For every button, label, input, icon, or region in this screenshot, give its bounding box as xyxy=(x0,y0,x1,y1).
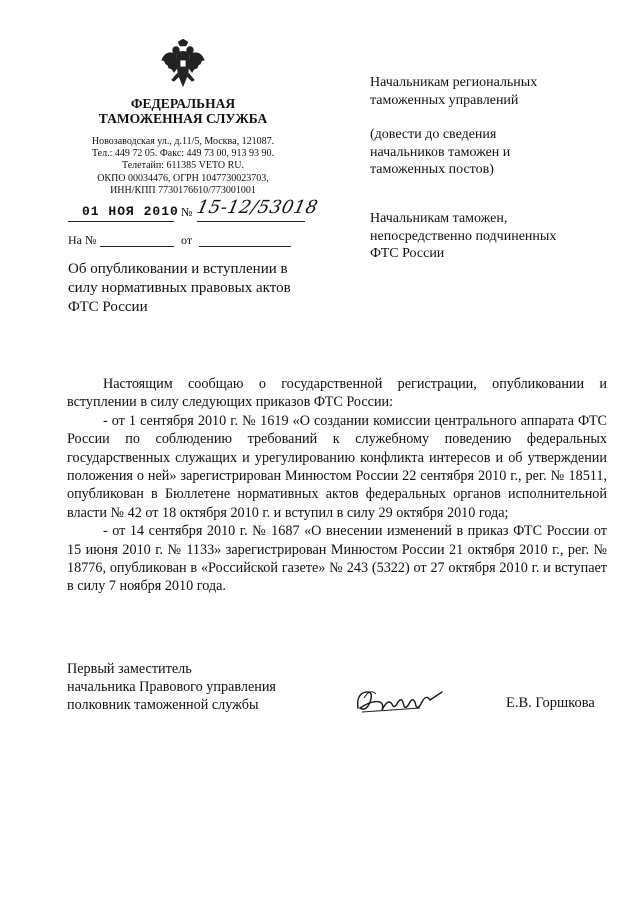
addressee-note xyxy=(370,126,610,179)
okpo-line: ОКПО 00034476, ОГРН 1047730023703, xyxy=(97,172,269,184)
letter-subject xyxy=(68,260,308,317)
addressee-2-line-2: начальников таможен и xyxy=(370,144,511,160)
body-intro: Настоящим сообщаю о государственной регистрации, опубликовании и вступлении в силу следующих приказов ФТС России: xyxy=(67,376,607,411)
org-line-1: ФЕДЕРАЛЬНАЯ xyxy=(130,96,236,111)
registration-number: 15-12/53018 xyxy=(194,197,320,218)
addressee-1-line-2: таможенных управлений xyxy=(370,92,519,108)
body-item-1: - от 1 сентября 2010 г. № 1619 «О создании комиссии центрального аппарата ФТС России по соблюдению требований к служебному поведению федеральных государственных служащих и урегулированию конфликта интересов и об утверждении положения о ней» зарегистрирован Минюстом России 22 сентября 2010 г., рег. № 18511, опубликован в Бюллетене нормативных актов федеральных органов исполнительной власти № 42 от 18 октября 2010 г. и вступил в силу 29 октября 2010 года; xyxy=(67,412,607,521)
telex-line: Телетайп: 611385 VETO RU. xyxy=(121,160,244,172)
date-underline xyxy=(68,221,174,222)
subject-line-1: Об опубликовании и вступлении в xyxy=(68,261,288,277)
addressee-regional-heads xyxy=(370,74,610,109)
subject-line-2: силу нормативных правовых актов xyxy=(68,280,291,296)
reply-to-date-line xyxy=(199,246,291,247)
reply-to-number-label: На № xyxy=(68,233,97,247)
letter-body xyxy=(67,375,607,596)
organization-name xyxy=(70,96,296,126)
organization-contacts xyxy=(70,136,296,197)
reply-to-number-line xyxy=(100,246,174,247)
registration-date-stamp: 01 НОЯ 2010 xyxy=(82,204,179,219)
inn-line: ИНН/КПП 7730176610/773001001 xyxy=(110,184,256,196)
addressee-1-line-1: Начальникам региональных xyxy=(370,75,538,90)
addressee-2-line-1: (довести до сведения xyxy=(370,127,497,142)
body-item-2: - от 14 сентября 2010 г. № 1687 «О внесении изменений в приказ ФТС России от 15 июня 2010 г. № 1133» зарегистрирован Минюстом России 21 октября 2010 г., рег. № 18776, опубликован в «Российской газете» № 243 (5322) от 27 октября 2010 г. и вступает в силу 7 ноября 2010 года. xyxy=(67,523,607,595)
signatory-line-2: начальника Правового управления xyxy=(67,679,276,695)
handwritten-signature-icon xyxy=(350,680,450,720)
number-underline xyxy=(197,221,305,222)
subject-line-3: ФТС России xyxy=(68,299,148,315)
addressee-3-line-1: Начальникам таможен, xyxy=(370,211,508,226)
phone-line: Тел.: 449 72 05. Факс: 449 73 00, 913 93 90. xyxy=(91,148,275,160)
addressee-3-line-3: ФТС России xyxy=(370,246,445,261)
signatory-name: Е.В. Горшкова xyxy=(506,695,595,711)
addressee-customs-heads xyxy=(370,210,610,263)
addressee-3-line-2: непосредственно подчиненных xyxy=(370,228,557,244)
signatory-line-1: Первый заместитель xyxy=(67,661,192,677)
number-label: № xyxy=(181,205,193,219)
address-line: Новозаводская ул., д.11/5, Москва, 121087. xyxy=(91,136,275,147)
org-line-2: ТАМОЖЕННАЯ СЛУЖБА xyxy=(98,111,268,126)
reply-to-date-label: от xyxy=(181,233,193,247)
signatory-title xyxy=(67,660,347,714)
signatory-line-3: полковник таможенной службы xyxy=(67,697,259,713)
addressee-2-line-3: таможенных постов) xyxy=(370,162,494,177)
eagle-emblem-icon xyxy=(160,38,206,90)
